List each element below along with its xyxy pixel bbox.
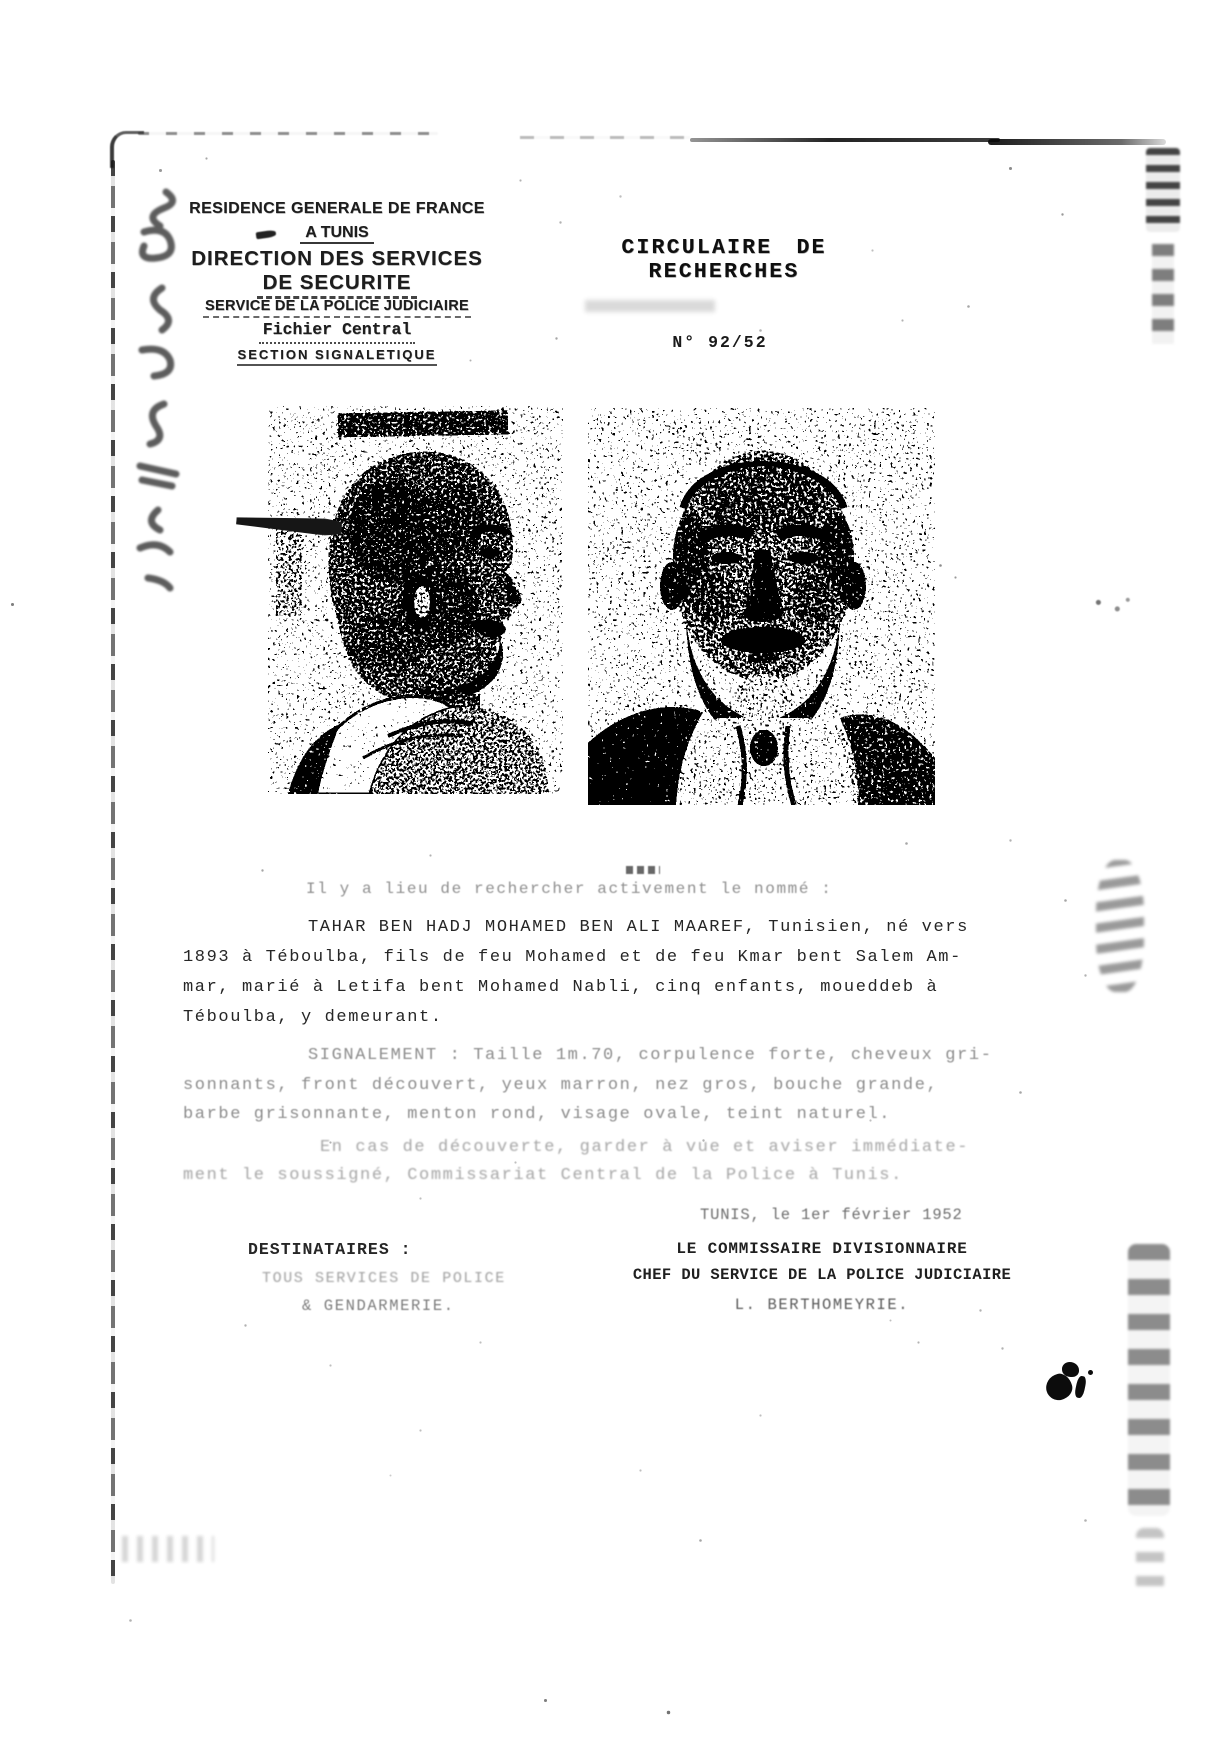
paper-speckles bbox=[0, 0, 1, 1]
edge-smudge bbox=[1128, 1244, 1170, 1516]
edge-smudge bbox=[1152, 244, 1174, 344]
signature-name: L. BERTHOMEYRIE. bbox=[734, 1296, 910, 1314]
destinataires-line: TOUS SERVICES DE POLICE bbox=[262, 1270, 506, 1287]
edge-smudge bbox=[122, 1536, 214, 1562]
subject-paragraph-line: TAHAR BEN HADJ MOHAMED BEN ALI MAAREF, Tunisien, né vers bbox=[308, 918, 969, 937]
header-fichier-text: Fichier Central bbox=[259, 320, 416, 344]
signature-block bbox=[612, 1236, 1032, 1288]
place-date-line: TUNIS, le 1er février 1952 bbox=[700, 1206, 963, 1224]
subject-paragraph-line: Téboulba, y demeurant. bbox=[183, 1008, 443, 1027]
ink-blot bbox=[1042, 1362, 1094, 1408]
edge-smudge bbox=[1146, 148, 1180, 232]
circular-number bbox=[560, 333, 880, 352]
circular-number-text: N° 92/52 bbox=[672, 333, 768, 352]
scan-frame-top-segment bbox=[988, 139, 1166, 145]
header-city-line bbox=[171, 224, 503, 242]
header-agency-line bbox=[171, 200, 503, 218]
signalement-line: SIGNALEMENT : Taille 1m.70, corpulence forte, cheveux gri- bbox=[308, 1046, 993, 1065]
page-title bbox=[538, 236, 910, 284]
header-agency-text: RESIDENCE GENERALE DE FRANCE bbox=[189, 200, 485, 217]
mugshot-profile-photo bbox=[268, 406, 563, 794]
signature-title: LE COMMISSAIRE DIVISIONNAIRE bbox=[676, 1240, 968, 1258]
edge-smudge bbox=[1090, 592, 1132, 618]
header-fichier-line bbox=[171, 320, 503, 339]
scan-frame-top-segment bbox=[138, 132, 438, 135]
signalement-line: barbe grisonnante, menton rond, visage ovale, teint naturel. bbox=[183, 1105, 892, 1124]
signalement-line: sonnants, front découvert, yeux marron, nez gros, bouche grande, bbox=[183, 1076, 939, 1095]
header-service-text: SERVICE DE LA POLICE JUDICIAIRE bbox=[203, 298, 471, 318]
destinataires-line: & GENDARMERIE. bbox=[302, 1297, 455, 1315]
scan-frame-corner bbox=[110, 131, 144, 168]
mugshot-front-photo bbox=[588, 408, 935, 805]
header-securite-line bbox=[171, 271, 503, 295]
subject-paragraph-line: mar, marié à Letifa bent Mohamed Nabli, cinq enfants, moueddeb à bbox=[183, 978, 939, 997]
edge-smudge bbox=[1136, 1528, 1164, 1592]
header-section-line bbox=[171, 347, 503, 362]
scan-frame-top-segment bbox=[690, 138, 1000, 142]
ink-smudge bbox=[585, 300, 715, 312]
header-city-text: A TUNIS bbox=[300, 224, 373, 244]
ink-smudge bbox=[626, 866, 660, 874]
signature-title: CHEF DU SERVICE DE LA POLICE JUDICIAIRE bbox=[632, 1266, 1012, 1284]
instruction-line: En cas de découverte, garder à vue et aviser immédiate- bbox=[320, 1138, 970, 1157]
scan-frame-left-edge bbox=[111, 160, 115, 1584]
header-direction-text: DIRECTION DES SERVICES bbox=[191, 247, 483, 270]
header-service-line bbox=[171, 298, 503, 314]
destinataires-label: DESTINATAIRES : bbox=[248, 1240, 412, 1259]
instruction-line: ment le soussigné, Commissariat Central de la Police à Tunis. bbox=[183, 1166, 903, 1185]
page-title-text: CIRCULAIRE DE RECHERCHES bbox=[621, 236, 827, 284]
edge-smudge bbox=[1096, 860, 1144, 992]
intro-line: Il y a lieu de rechercher activement le nommé : bbox=[306, 880, 833, 898]
header-section-text: SECTION SIGNALETIQUE bbox=[237, 347, 438, 366]
scan-frame-top-segment bbox=[520, 136, 690, 139]
header-securite-text: DE SECURITE bbox=[257, 271, 418, 299]
header-direction-line bbox=[171, 247, 503, 271]
subject-paragraph-line: 1893 à Téboulba, fils de feu Mohamed et de feu Kmar bent Salem Am- bbox=[183, 948, 962, 967]
